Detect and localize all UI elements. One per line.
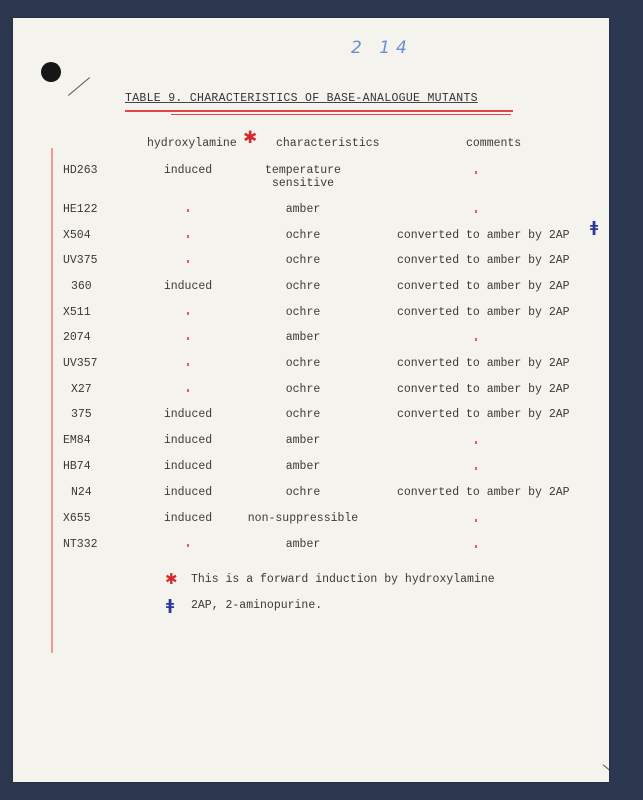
row-hydroxylamine: induced bbox=[163, 486, 213, 499]
footnote-dagger-icon: ǂ bbox=[166, 596, 175, 614]
row-id: X655 bbox=[63, 512, 91, 525]
row-id: 360 bbox=[71, 280, 92, 293]
ditto-mark bbox=[187, 209, 189, 212]
footnote-asterisk-icon: ✱ bbox=[165, 570, 178, 588]
ditto-mark bbox=[475, 545, 477, 548]
dagger-mark-icon: ǂ bbox=[590, 218, 599, 236]
row-characteristics: non-suppressible bbox=[247, 512, 359, 525]
row-hydroxylamine: induced bbox=[163, 280, 213, 293]
row-comments: converted to amber by 2AP bbox=[397, 383, 570, 396]
row-comments: converted to amber by 2AP bbox=[397, 306, 570, 319]
corner-mark-bottom bbox=[603, 764, 609, 776]
row-characteristics: ochre bbox=[285, 357, 321, 370]
ditto-mark bbox=[187, 389, 189, 392]
ditto-mark bbox=[475, 467, 477, 470]
title-underline-red-2 bbox=[171, 114, 511, 115]
row-id: NT332 bbox=[63, 538, 98, 551]
row-characteristics: amber bbox=[285, 460, 321, 473]
row-characteristics: ochre bbox=[285, 383, 321, 396]
ditto-mark bbox=[187, 337, 189, 340]
ditto-mark bbox=[475, 338, 477, 341]
row-comments: converted to amber by 2AP bbox=[397, 408, 570, 421]
row-comments: converted to amber by 2AP bbox=[397, 254, 570, 267]
punch-hole bbox=[41, 62, 61, 82]
row-hydroxylamine: induced bbox=[163, 460, 213, 473]
row-hydroxylamine: induced bbox=[163, 434, 213, 447]
row-hydroxylamine: induced bbox=[163, 408, 213, 421]
row-id: HE122 bbox=[63, 203, 98, 216]
row-characteristics: amber bbox=[285, 203, 321, 216]
document-page bbox=[13, 18, 609, 782]
row-id: X511 bbox=[63, 306, 91, 319]
row-characteristics: ochre bbox=[285, 408, 321, 421]
row-id: X27 bbox=[71, 383, 92, 396]
row-id: X504 bbox=[63, 229, 91, 242]
row-id: HB74 bbox=[63, 460, 91, 473]
row-id: UV375 bbox=[63, 254, 98, 267]
row-characteristics: ochre bbox=[285, 254, 321, 267]
row-id: 375 bbox=[71, 408, 92, 421]
row-characteristics: ochre bbox=[285, 306, 321, 319]
asterisk-mark-icon: ✱ bbox=[243, 128, 258, 148]
row-hydroxylamine: induced bbox=[163, 512, 213, 525]
row-characteristics: ochre bbox=[285, 229, 321, 242]
row-comments: converted to amber by 2AP bbox=[397, 229, 570, 242]
row-comments: converted to amber by 2AP bbox=[397, 357, 570, 370]
row-characteristics: amber bbox=[285, 331, 321, 344]
row-characteristics: ochre bbox=[285, 280, 321, 293]
row-id: N24 bbox=[71, 486, 92, 499]
ditto-mark bbox=[475, 519, 477, 522]
column-header-characteristics: characteristics bbox=[276, 137, 380, 150]
table-title: TABLE 9. CHARACTERISTICS OF BASE-ANALOGUE MUTANTS bbox=[125, 92, 478, 105]
ditto-mark bbox=[187, 260, 189, 263]
ditto-mark bbox=[475, 441, 477, 444]
page-number: 2 14 bbox=[351, 38, 413, 58]
row-characteristics: amber bbox=[285, 434, 321, 447]
row-characteristics: ochre bbox=[285, 486, 321, 499]
row-id: EM84 bbox=[63, 434, 91, 447]
row-characteristics: temperature sensitive bbox=[265, 164, 341, 190]
corner-mark-top bbox=[68, 77, 90, 96]
row-hydroxylamine: induced bbox=[163, 164, 213, 177]
margin-rule bbox=[51, 148, 53, 653]
row-id: UV357 bbox=[63, 357, 98, 370]
title-underline-red bbox=[125, 110, 513, 112]
row-comments: converted to amber by 2AP bbox=[397, 486, 570, 499]
column-header-comments: comments bbox=[466, 137, 522, 150]
ditto-mark bbox=[475, 210, 477, 213]
column-header-hydroxylamine: hydroxylamine bbox=[147, 137, 237, 150]
row-id: HD263 bbox=[63, 164, 98, 177]
ditto-mark bbox=[187, 312, 189, 315]
footnote-2: 2AP, 2-aminopurine. bbox=[191, 599, 323, 612]
ditto-mark bbox=[187, 363, 189, 366]
row-id: 2074 bbox=[63, 331, 91, 344]
ditto-mark bbox=[475, 171, 477, 174]
ditto-mark bbox=[187, 235, 189, 238]
ditto-mark bbox=[187, 544, 189, 547]
footnote-1: This is a forward induction by hydroxylamine bbox=[191, 573, 495, 586]
row-characteristics: amber bbox=[285, 538, 321, 551]
row-comments: converted to amber by 2AP bbox=[397, 280, 570, 293]
